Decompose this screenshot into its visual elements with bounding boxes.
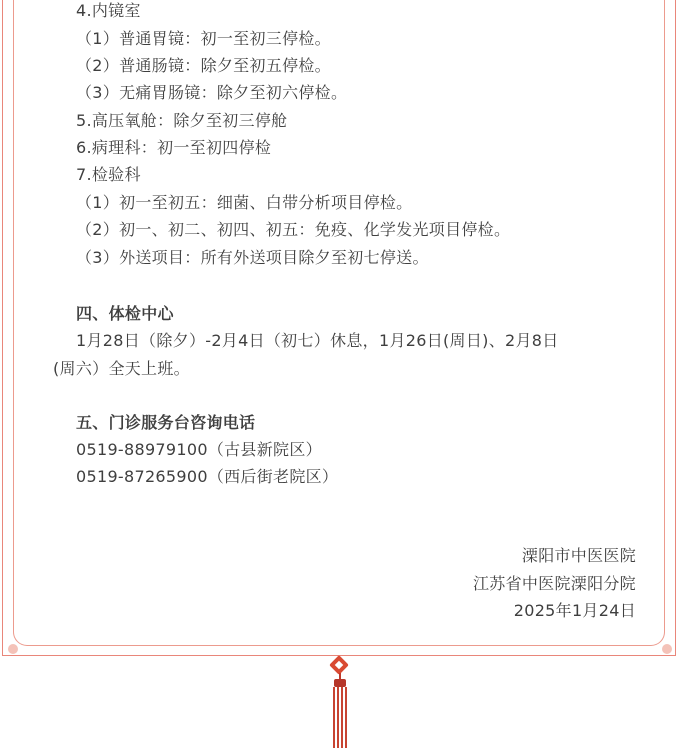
- section4-line1: 1月28日（除夕）-2月4日（初七）休息，1月26日(周日)、2月8日: [76, 331, 559, 350]
- signature-org2: 江苏省中医院溧阳分院: [472, 574, 636, 593]
- lab-heading: 7.检验科: [76, 165, 141, 184]
- hyperbaric-line: 5.高压氧舱：除夕至初三停舱: [76, 111, 288, 130]
- signature-org1: 溧阳市中医医院: [521, 546, 636, 565]
- signature-date: 2025年1月24日: [513, 601, 636, 620]
- endoscopy-heading: 4.内镜室: [76, 1, 141, 20]
- phone-new-campus: 0519-88979100（古县新院区）: [76, 440, 322, 459]
- section4-title: 四、体检中心: [76, 304, 174, 323]
- tassel-fringe: [333, 687, 347, 748]
- phone-old-campus: 0519-87265900（西后街老院区）: [76, 467, 339, 486]
- endoscopy-item-3: （3）无痛胃肠镜：除夕至初六停检。: [76, 83, 348, 102]
- section5-title: 五、门诊服务台咨询电话: [76, 413, 256, 432]
- frame-corner-right: [662, 644, 672, 654]
- tassel-cap: [334, 679, 346, 687]
- chinese-knot-tassel-icon: [327, 655, 353, 748]
- pathology-line: 6.病理科：初一至初四停检: [76, 138, 272, 157]
- lab-item-3: （3）外送项目：所有外送项目除夕至初七停送。: [76, 248, 429, 267]
- endoscopy-item-2: （2）普通肠镜：除夕至初五停检。: [76, 56, 331, 75]
- lab-item-2: （2）初一、初二、初四、初五：免疫、化学发光项目停检。: [76, 220, 511, 239]
- frame-corner-left: [8, 644, 18, 654]
- section4-line2: (周六）全天上班。: [53, 359, 190, 378]
- endoscopy-item-1: （1）普通胃镜：初一至初三停检。: [76, 29, 331, 48]
- lab-item-1: （1）初一至初五：细菌、白带分析项目停检。: [76, 193, 413, 212]
